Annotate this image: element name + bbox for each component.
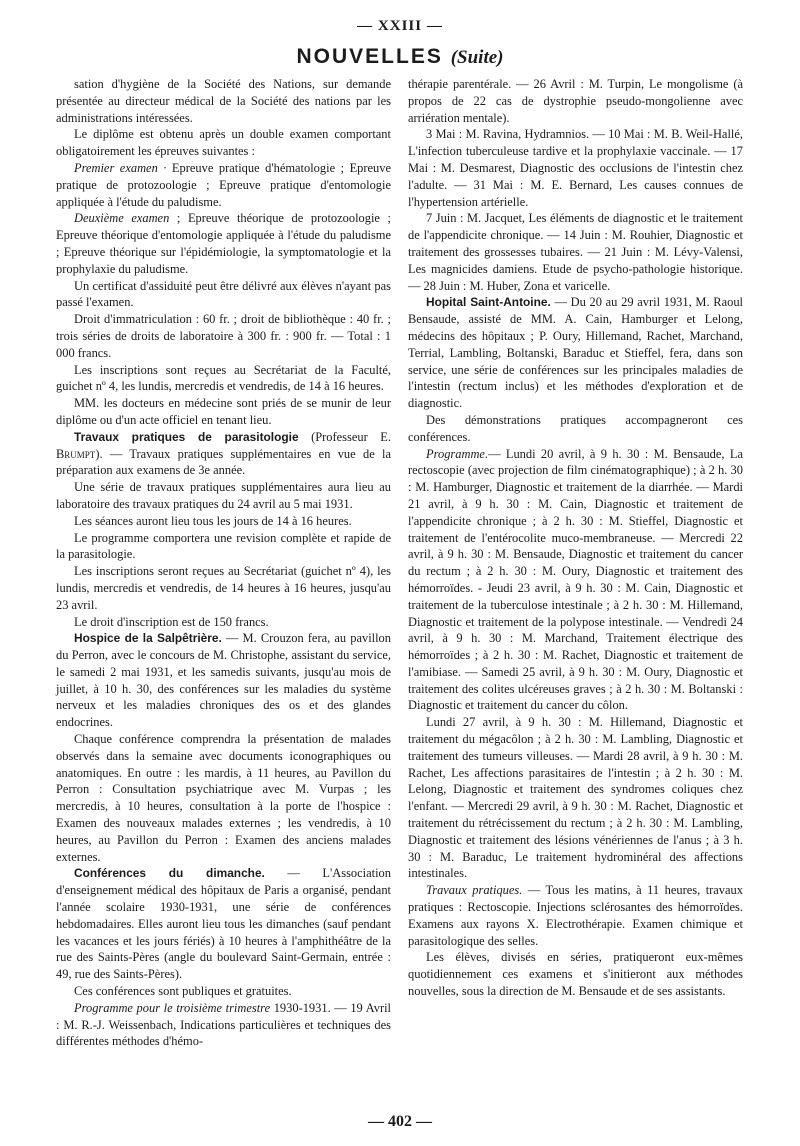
paragraph <box>56 210 391 277</box>
paragraph <box>408 126 743 210</box>
paragraph <box>56 479 391 513</box>
paragraph-text: ; Epreuve théorique de protozoologie ; Epreuve théorique d'entomologie appliquée à l'étude du paludisme ; Epreuve théorique sur l'épidémiologie, la symptomatologie et la prophylaxie du paludisme. <box>56 211 391 276</box>
page-number: — 402 — <box>368 1113 432 1130</box>
paragraph <box>56 530 391 564</box>
paragraph-heading: Hospice de la Salpêtrière. <box>74 631 222 646</box>
paragraph <box>56 630 391 731</box>
paragraph-text: — Lundi 20 avril, à 9 h. 30 : M. Bensaude, La rectoscopie (avec projection de film cinématographique) ; à 2 h. 30 : M. Hamburger, Diagnostic et traitement de la diarrhée. — Mardi 21 avril, à 9 h. 30 : M. Cain, Diagnostic et traitement de l'appendicite chronique ; à 2 h. 30 : M. Stieffel, Diagnostic et traitement de l'entérocolite muco-membraneuse. — Mercredi 22 avril, à 9 h. 30 : M. Bensaude, Diagnostic et traitement du cancer du rectum ; à 2 h. 30 : M. Oury, Diagnostic et traitement des hémorroïdes. - Jeudi 23 avril, à 9 h. 30 : M. Cain, Diagnostic et traitement de la tuberculose intestinale ; à 2 h. 30 : M. Hillemand, Diagnostic et traitement de la polypose intestinale. — Vendredi 24 avril, à 9 h. 30 : M. Marchand, Traitement électrique des hémorroïdes ; à 2 h. 30 : M. Rachet, Diagnostic et traitement de l'amibiase. — Samedi 25 avril, à 9 h. 30 : M. Oury, Diagnostic et traitement des colites ulcéreuses graves ; à 2 h. 30 : M. Boltanski : Diagnostic et traitement du cancer du côlon. <box>408 446 743 713</box>
paragraph-text: Le diplôme est obtenu après un double examen comportant obligatoirement les épreuves suivantes : <box>56 127 391 159</box>
paragraph-text: (Professeur E. <box>298 429 391 444</box>
paragraph-text: Les inscriptions seront reçues au Secrétariat (guichet nº 4), les lundis, mercredis et vendredis, de 14 heures à 16 heures, jusqu'au 23 avril. <box>56 564 391 612</box>
paragraph <box>56 513 391 530</box>
paragraph <box>56 126 391 160</box>
paragraph <box>56 278 391 312</box>
paragraph-text: thérapie parentérale. — 26 Avril : M. Turpin, Le mongolisme (à propos de 22 cas de dystrophie pseudo-mongolienne avec arriération mentale). <box>408 77 743 125</box>
paragraph <box>408 412 743 446</box>
paragraph-heading: Conférences du dimanche. <box>74 866 265 881</box>
paragraph-text: Droit d'immatriculation : 60 fr. ; droit de bibliothèque : 40 fr. ; trois séries de droits de laboratoire à 300 fr. : 900 fr. — Total : 1 000 francs. <box>56 312 391 360</box>
paragraph-text: Epreuve pratique d'hématologie ; Epreuve pratique de protozoologie ; Epreuve pratique d'entomologie appliquée à l'étude du paludisme. <box>56 160 392 209</box>
paragraph-text: — Tous les matins, à 11 heures, travaux pratiques : Rectoscopie. Injections sclérosantes des hémorroïdes. Examens aux rayons X. Electrothérapie. Examen chimique et parasitologique des selles. <box>408 883 743 948</box>
title-main: NOUVELLES <box>296 45 443 68</box>
paragraph <box>56 362 391 396</box>
paragraph-text: Lundi 27 avril, à 9 h. 30 : M. Hillemand, Diagnostic et traitement du mégacôlon ; à 2 h. 30 : M. Lambling, Diagnostic et traitement des tumeurs villeuses. — Mardi 28 avril, à 9 h. 30 : M. Rachet, Les affections parasitaires de l'intestin ; à 2 h. 30 : M. Lelong, Diagnostic et traitement des syndromes coliques chez l'enfant. — Mercredi 29 avril, à 9 h. 30 : M. Rachet, Diagnostic et traitement du rétrécissement du rectum ; à 2 h. 30 : M. Lambling, Diagnostic et traitement des lésions vénériennes de l'anus ; à 3 h. 30 : M. Baraduc, Le traitement hydrominéral des affections intestinales. <box>408 715 743 881</box>
paragraph <box>56 311 391 361</box>
paragraph <box>408 76 743 126</box>
paragraph <box>56 395 391 429</box>
paragraph-heading: Travaux pratiques de parasitologie <box>74 429 299 444</box>
paragraph-text: — L'Association d'enseignement médical des hôpitaux de Paris a organisé, pendant l'année scolaire 1930-1931, une série de conférences hebdomadaires. Elles auront lieu tous les dimanches (sauf pendant les vacances et les jours fériés) à 10 heures à l'amphithéâtre de la rue des Saints-Pères (angle du boulevard Saint-Germain, entrée : 49, rue des Saints-Pères). <box>56 866 391 982</box>
paragraph <box>56 731 391 865</box>
paragraph <box>408 949 743 999</box>
paragraph <box>56 160 391 210</box>
paragraph-text: 3 Mai : M. Ravina, Hydramnios. — 10 Mai : M. B. Weil-Hallé, L'infection tuberculeuse tardive et la prophylaxie vaccinale. — 17 Mai : M. Desmarest, Diagnostic des occlusions de l'intestin chez l'adulte. — 31 Mai : M. E. Bernard, Les causes connues de l'hypertension artérielle. <box>408 127 743 209</box>
paragraph <box>408 294 743 412</box>
paragraph-text: Les séances auront lieu tous les jours de 14 à 16 heures. <box>74 513 352 528</box>
title-suffix: (Suite) <box>450 47 504 68</box>
paragraph <box>56 563 391 613</box>
paragraph-text: MM. les docteurs en médecine sont priés de se munir de leur diplôme ou d'un acte officiel en tenant lieu. <box>56 396 391 427</box>
paragraph <box>56 429 391 479</box>
paragraph-text: — M. Crouzon fera, au pavillon du Perron, avec le concours de M. Christophe, assistant du service, le samedi 2 mai 1931, et les samedis suivants, jusqu'au mois de juillet, à 10 h. 30, des conférences sur les maladies du système nerveux et les maladies chroniques des os et des glandes endocrines. <box>56 631 391 730</box>
paragraph <box>56 1000 391 1050</box>
roman-page-number: — XXIII — <box>357 18 443 34</box>
paragraph-text: — Du 20 au 29 avril 1931, M. Raoul Bensaude, assisté de MM. A. Cain, Hamburger et Lelong, médecins des hôpitaux ; P. Oury, Hillemand, Rachet, Marchand, Terrial, Lambling, Boltanski, Baraduc et Stieffel, fera, dans son service, une série de conférences sur les principales maladies de l'intestin (rectum inclus) et les méthodes d'exploration et de diagnostic. <box>408 295 744 411</box>
paragraph-text: Le droit d'inscription est de 150 francs. <box>74 614 269 629</box>
paragraph-text: Une série de travaux pratiques supplémentaires aura lieu au laboratoire des travaux pratiques du 24 avril au 5 mai 1931. <box>56 480 391 511</box>
paragraph-text: ). — Travaux pratiques supplémentaires en vue de la préparation aux examens de 3e année. <box>56 446 391 478</box>
section-title <box>0 45 800 69</box>
paragraph <box>408 714 743 882</box>
paragraph <box>408 882 743 949</box>
paragraph-text: Les inscriptions sont reçues au Secrétariat de la Faculté, guichet nº 4, les lundis, mercredis et vendredis, de 14 à 16 heures. <box>56 362 391 394</box>
paragraph <box>56 76 391 126</box>
paragraph-text: Chaque conférence comprendra la présentation de malades observés dans la semaine avec documents iconographiques ou anatomiques. En outre : les mardis, à 11 heures, au Pavillon du Perron : Consultation psychiatrique avec M. Vurpas ; les mercredis, à 10 heures, consultation à la porte de l'hospice : Examen des nouveaux malades externes ; les vendredis, à 10 heures, au Pavillon du Perron : Examen des anciens malades externes. <box>56 732 391 864</box>
paragraph-lead: Premier examen · <box>74 160 167 175</box>
paragraph-text: Un certificat d'assiduité peut être délivré aux élèves n'ayant pas passé l'examen. <box>56 278 391 310</box>
paragraph-text: 7 Juin : M. Jacquet, Les éléments de diagnostic et le traitement de l'appendicite chronique. — 14 Juin : M. Rouhier, Diagnostic et traitement des grossesses tubaires. — 21 Juin : M. Lévy-Valensi, Les magnicides damiens. Etude de psycho-pathologie historique. — 28 Juin : M. Huber, Zona et varicelle. <box>408 211 743 293</box>
paragraph-lead: Travaux pratiques. <box>426 883 523 898</box>
paragraph-text: Le programme comportera une revision complète et rapide de la parasitologie. <box>56 530 391 562</box>
paragraph-lead: Deuxième examen <box>74 211 170 226</box>
paragraph-text: sation d'hygiène de la Société des Nations, sur demande présentée au directeur médical de la Société des nations par les administrations intéressées. <box>56 77 391 125</box>
paragraph-lead: Programme pour le troisième trimestre <box>74 1000 271 1015</box>
paragraph <box>56 983 391 1000</box>
paragraph-text: Les élèves, divisés en séries, pratiqueront eux-mêmes quotidiennement ces examens et s'initieront aux méthodes nouvelles, sous la direction de M. Bensaude et de ses assistants. <box>408 950 743 999</box>
paragraph-heading: Hopital Saint-Antoine. <box>426 295 551 310</box>
paragraph <box>408 446 743 715</box>
paragraph-smallcaps: Brumpt <box>56 446 96 461</box>
paragraph-text: Des démonstrations pratiques accompagneront ces conférences. <box>408 412 743 444</box>
left-column <box>56 76 391 1050</box>
paragraph <box>56 614 391 631</box>
paragraph-text: 1930-1931. — 19 Avril : M. R.-J. Weissenbach, Indications particulières et techniques des différentes méthodes d'hémo- <box>56 1000 391 1049</box>
paragraph <box>56 865 391 983</box>
right-column <box>408 76 743 1000</box>
paragraph-text: Ces conférences sont publiques et gratuites. <box>74 984 292 999</box>
paragraph-lead: Programme. <box>426 446 489 461</box>
paragraph <box>408 210 743 294</box>
